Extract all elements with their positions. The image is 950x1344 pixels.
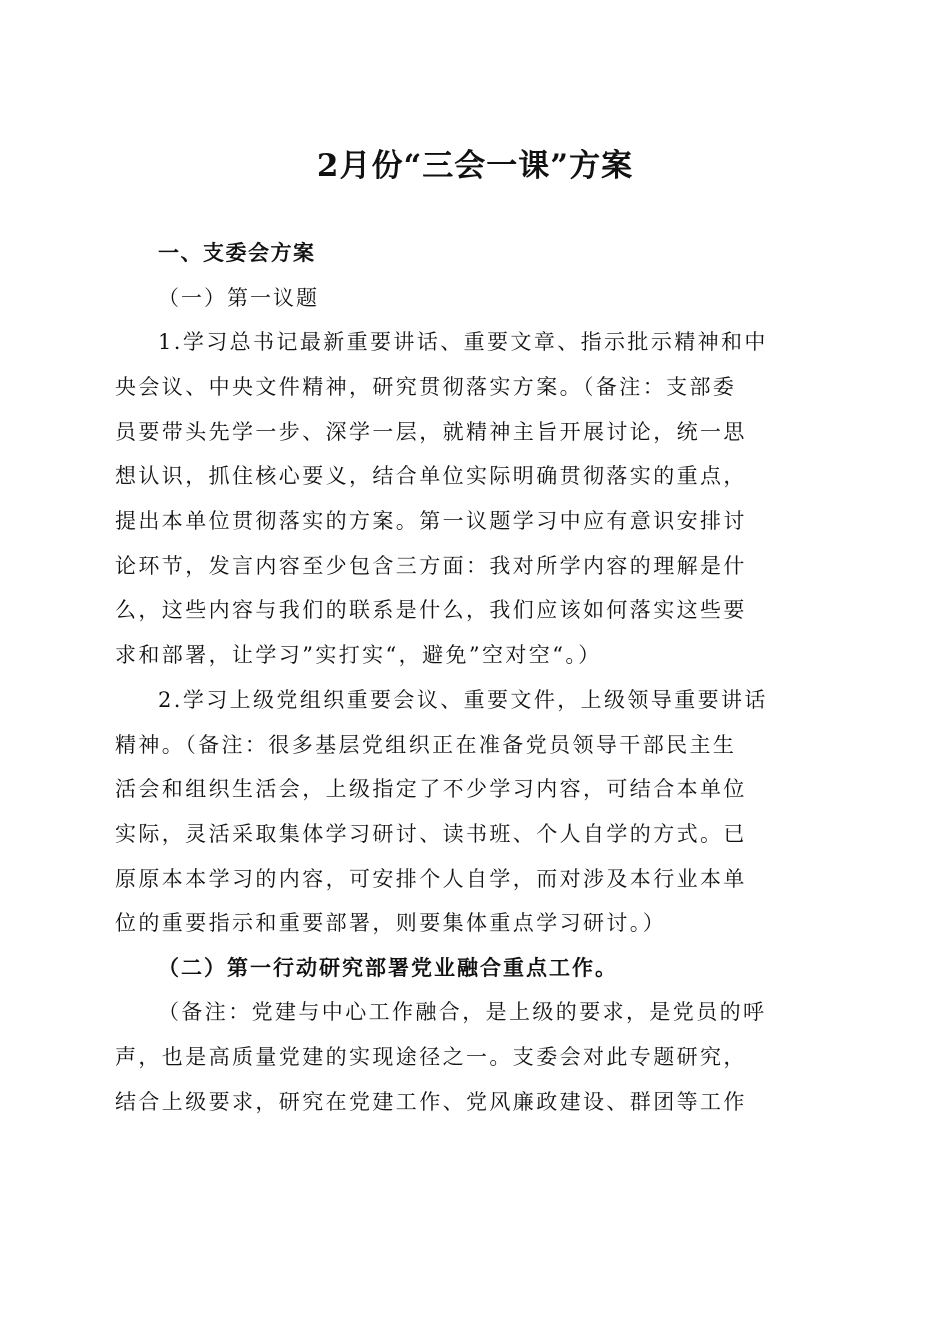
- paragraph-line: 位的重要指示和重要部署，则要集体重点学习研讨。）: [115, 911, 667, 935]
- paragraph-line: 实际，灵活采取集体学习研讨、读书班、个人自学的方式。已: [115, 822, 747, 846]
- paragraph-line: 论环节，发言内容至少包含三方面：我对所学内容的理解是什: [115, 554, 747, 578]
- section-heading-branch-committee: 一、支委会方案: [158, 241, 316, 265]
- paragraph-line: 求和部署，让学习”实打实“，避免”空对空“。）: [115, 643, 602, 667]
- paragraph-line: 精神。（备注：很多基层党组织正在准备党员领导干部民主生: [115, 733, 737, 757]
- paragraph-line: 原原本本学习的内容，可安排个人自学，而对涉及本行业本单: [115, 867, 747, 891]
- paragraph-line: 员要带头先学一步、深学一层，就精神主旨开展讨论，统一思: [115, 420, 747, 444]
- paragraph-line: 提出本单位贯彻落实的方案。第一议题学习中应有意识安排讨: [115, 509, 747, 533]
- paragraph-line: （备注：党建与中心工作融合，是上级的要求，是党员的呼: [158, 1000, 767, 1024]
- paragraph-line: 结合上级要求，研究在党建工作、党风廉政建设、群团等工作: [115, 1090, 747, 1114]
- paragraph-line: 2.学习上级党组织重要会议、重要文件，上级领导重要讲话: [158, 688, 768, 712]
- paragraph-line: 1.学习总书记最新重要讲话、重要文章、指示批示精神和中: [158, 330, 768, 354]
- subsection-heading-first-action: （二）第一行动研究部署党业融合重点工作。: [158, 955, 618, 980]
- paragraph-line: 央会议、中央文件精神，研究贯彻落实方案。（备注：支部委: [115, 375, 737, 399]
- paragraph-line: 想认识，抓住核心要义，结合单位实际明确贯彻落实的重点，: [115, 464, 747, 488]
- document-title: 2月份“三会一课”方案: [316, 148, 634, 184]
- paragraph-line: 么，这些内容与我们的联系是什么，我们应该如何落实这些要: [115, 598, 747, 622]
- paragraph-line: 活会和组织生活会，上级指定了不少学习内容，可结合本单位: [115, 777, 747, 801]
- subsection-heading-first-topic: （一）第一议题: [158, 286, 319, 310]
- paragraph-line: 声，也是高质量党建的实现途径之一。支委会对此专题研究，: [115, 1045, 747, 1069]
